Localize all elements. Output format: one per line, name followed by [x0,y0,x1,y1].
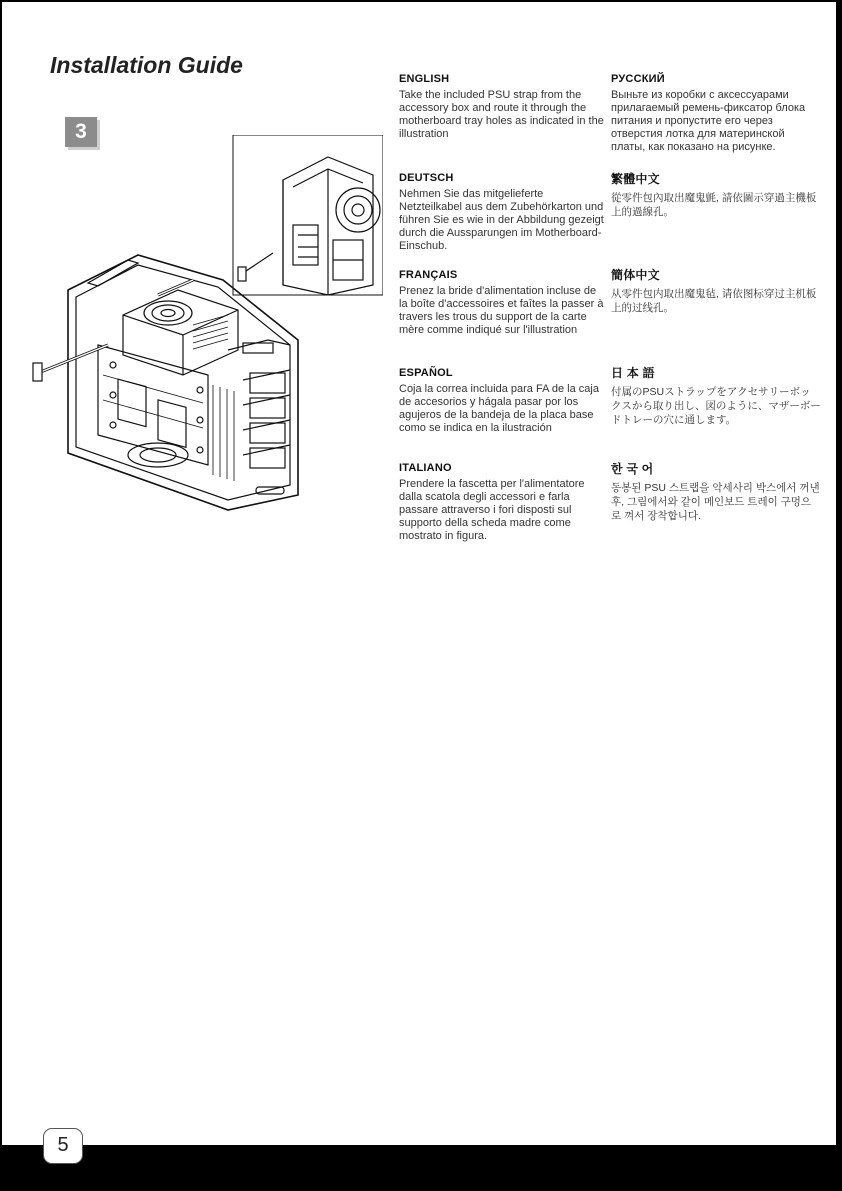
instruction-text: Выньте из коробки с аксессуарами прилагаемый ремень-фиксатор блока питания и пропустите его через отверстия лотка для материнской платы, как показано на рисунке. [611,89,806,153]
instruction-text: Prenez la bride d'alimentation incluse de la boîte d'accessoires et faîtes la passer à travers les trous du support de la carte mère comme indiqué sur l'illustration [399,285,604,336]
language-heading: 簡体中文 [611,268,660,282]
language-heading: ITALIANO [399,462,452,474]
instruction-text: 동봉된 PSU 스트랩을 악세사리 박스에서 꺼낸 후, 그림에서와 같이 메인보드 트레이 구멍으로 껴서 장착합니다. [611,482,820,522]
instruction-text: 付属のPSUストラップをアクセサリーボックスから取り出し、図のように、マザーボードトレーの穴に通します。 [611,386,821,426]
instruction-text: Prendere la fascetta per l'alimentatore dalla scatola degli accessori e farla passare attraverso i fori disposti sul supporto della scheda madre come mostrato in figura. [399,478,585,542]
language-heading: РУССКИЙ [611,73,665,85]
instruction-traditional-chinese [611,170,821,219]
page-frame-top [0,0,842,2]
instruction-text: Coja la correa incluida para FA de la caja de accesorios y hágala pasar por los agujeros de la bandeja de la placa base como se indica en la ilustración [399,383,599,434]
instruction-simplified-chinese [611,266,821,315]
instruction-text: 從零件包內取出魔鬼氈, 請依圖示穿過主機板上的過線孔。 [611,192,817,218]
language-heading: 한 국 어 [611,462,654,476]
language-heading: FRANÇAIS [399,269,458,281]
instruction-italian [399,462,604,543]
page-frame-right [836,0,842,1191]
instruction-text: Take the included PSU strap from the accessory box and route it through the motherboard tray holes as indicated in the illustration [399,89,604,140]
language-heading: 日 本 語 [611,366,655,380]
case-illustration [28,135,383,515]
language-heading: 繁體中文 [611,172,660,186]
instruction-english [399,73,604,141]
page-title: Installation Guide [50,52,243,78]
instruction-german [399,172,604,253]
instruction-text: Nehmen Sie das mitgelieferte Netzteilkabel aus dem Zubehörkarton und führen Sie es wie in der Abbildung gezeigt durch die Aussparungen im Motherboard-Einschub. [399,188,604,252]
instruction-text: 从零件包内取出魔鬼毡, 请依图标穿过主机板上的过线孔。 [611,288,817,314]
instruction-french [399,269,604,337]
language-heading: ENGLISH [399,73,450,85]
page-number: 5 [43,1128,83,1164]
page-frame-left [0,0,2,1191]
instruction-spanish [399,367,604,435]
instruction-japanese [611,364,821,427]
language-heading: DEUTSCH [399,172,454,184]
instruction-russian [611,73,821,154]
language-heading: ESPAÑOL [399,367,453,379]
step-number-badge: 3 [65,117,97,147]
instruction-korean [611,460,821,523]
footer-bar [0,1145,842,1191]
